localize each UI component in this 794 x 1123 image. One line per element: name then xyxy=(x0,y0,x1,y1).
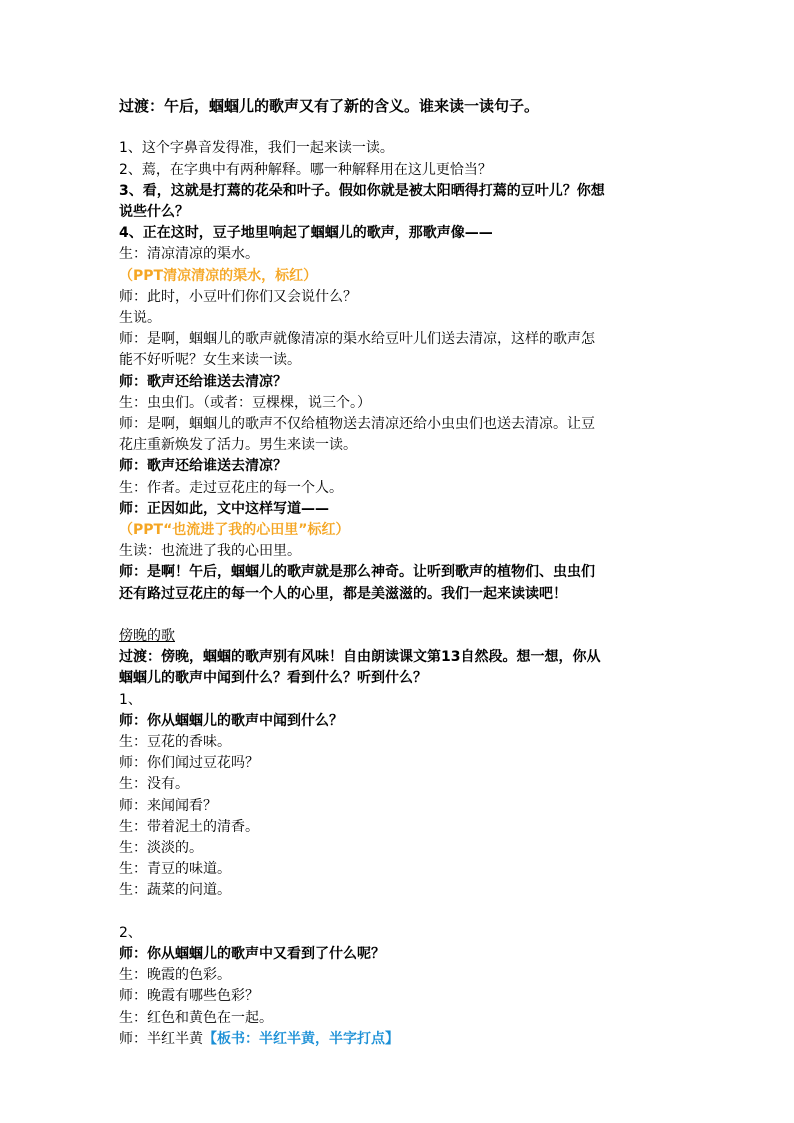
teacher-line: 师：此时，小豆叶们你们又会说什么？ xyxy=(119,288,357,305)
student-line: 生：带着泥土的清香。 xyxy=(119,818,259,835)
teacher-line: 师：正因如此，文中这样写道—— xyxy=(119,500,329,517)
text-line: 2、蔫，在字典中有两种解释。哪一种解释用在这儿更恰当？ xyxy=(119,161,492,178)
text-line: 1、这个字鼻音发得准，我们一起来读一读。 xyxy=(119,140,394,157)
teacher-text: 师：半红半黄 xyxy=(119,1030,203,1047)
teacher-line: 师：来闻闻看？ xyxy=(119,797,217,814)
section-heading: 傍晚的歌 xyxy=(119,628,175,645)
student-line: 生：蔬菜的问道。 xyxy=(119,882,231,899)
student-line: 生：晚霞的色彩。 xyxy=(119,967,231,984)
text-line: 4、正在这时，豆子地里响起了蝈蝈儿的歌声，那歌声像—— xyxy=(119,225,493,242)
student-line: 生：淡淡的。 xyxy=(119,840,203,857)
student-line: 生读：也流进了我的心田里。 xyxy=(119,543,301,560)
teacher-line: 师：歌声还给谁送去清凉？ xyxy=(119,373,287,390)
student-line: 生：豆花的香味。 xyxy=(119,734,231,751)
teacher-line xyxy=(119,1029,679,1050)
student-line: 生：作者。走过豆花庄的每一个人。 xyxy=(119,479,343,496)
teacher-line: 师：是啊！午后，蝈蝈儿的歌声就是那么神奇。让听到歌声的植物们、虫虫们 xyxy=(119,564,595,581)
teacher-line: 师：是啊，蝈蝈儿的歌声就像清凉的渠水给豆叶儿们送去清凉，这样的歌声怎 xyxy=(119,331,595,348)
text-line: 说些什么？ xyxy=(119,204,189,220)
teacher-line: 师：是啊，蝈蝈儿的歌声不仅给植物送去清凉还给小虫虫们也送去清凉。让豆 xyxy=(119,416,595,433)
blank-line xyxy=(119,117,679,138)
student-line: 生：虫虫们。（或者：豆棵棵，说三个。） xyxy=(119,394,371,411)
student-line: 生：清凉清凉的渠水。 xyxy=(119,246,259,263)
transition-paragraph: 蝈蝈儿的歌声中闻到什么？看到什么？听到什么？ xyxy=(119,670,427,687)
student-line: 生说。 xyxy=(119,310,161,327)
board-note: 【板书：半红半黄，半字打点】 xyxy=(203,1030,399,1047)
teacher-line: 还有路过豆花庄的每一个人的心里，都是美滋滋的。我们一起来读读吧！ xyxy=(119,585,567,602)
transition-paragraph: 过渡：傍晚，蝈蝈的歌声别有风味！自由朗读课文第13自然段。想一想，你从 xyxy=(119,649,601,666)
teacher-line: 师：歌声还给谁送去清凉？ xyxy=(119,458,287,475)
student-line: 生：红色和黄色在一起。 xyxy=(119,1009,273,1026)
teacher-line: 花庄重新焕发了活力。男生来读一读。 xyxy=(119,437,357,454)
blank-line xyxy=(119,605,679,626)
ppt-note: （PPT清凉清凉的渠水，标红） xyxy=(119,267,318,284)
teacher-line: 师：你从蝈蝈儿的歌声中又看到了什么呢？ xyxy=(119,946,385,963)
teacher-line: 师：你们闻过豆花吗？ xyxy=(119,755,259,772)
item-number: 1、 xyxy=(119,691,142,708)
ppt-note: （PPT“也流进了我的心田里”标红） xyxy=(119,522,350,539)
transition-paragraph: 过渡：午后，蝈蝈儿的歌声又有了新的含义。谁来读一读句子。 xyxy=(119,97,540,115)
item-number: 2、 xyxy=(119,924,142,941)
blank-line xyxy=(119,902,679,923)
teacher-line: 师：你从蝈蝈儿的歌声中闻到什么？ xyxy=(119,712,343,729)
document-body xyxy=(119,96,679,1050)
student-line: 生：青豆的味道。 xyxy=(119,861,231,878)
teacher-line: 能不好听呢？女生来读一读。 xyxy=(119,352,301,369)
student-line: 生：没有。 xyxy=(119,776,189,793)
text-line: 3、看，这就是打蔫的花朵和叶子。假如你就是被太阳晒得打蔫的豆叶儿？你想 xyxy=(119,182,605,199)
teacher-line: 师：晚霞有哪些色彩？ xyxy=(119,988,259,1005)
